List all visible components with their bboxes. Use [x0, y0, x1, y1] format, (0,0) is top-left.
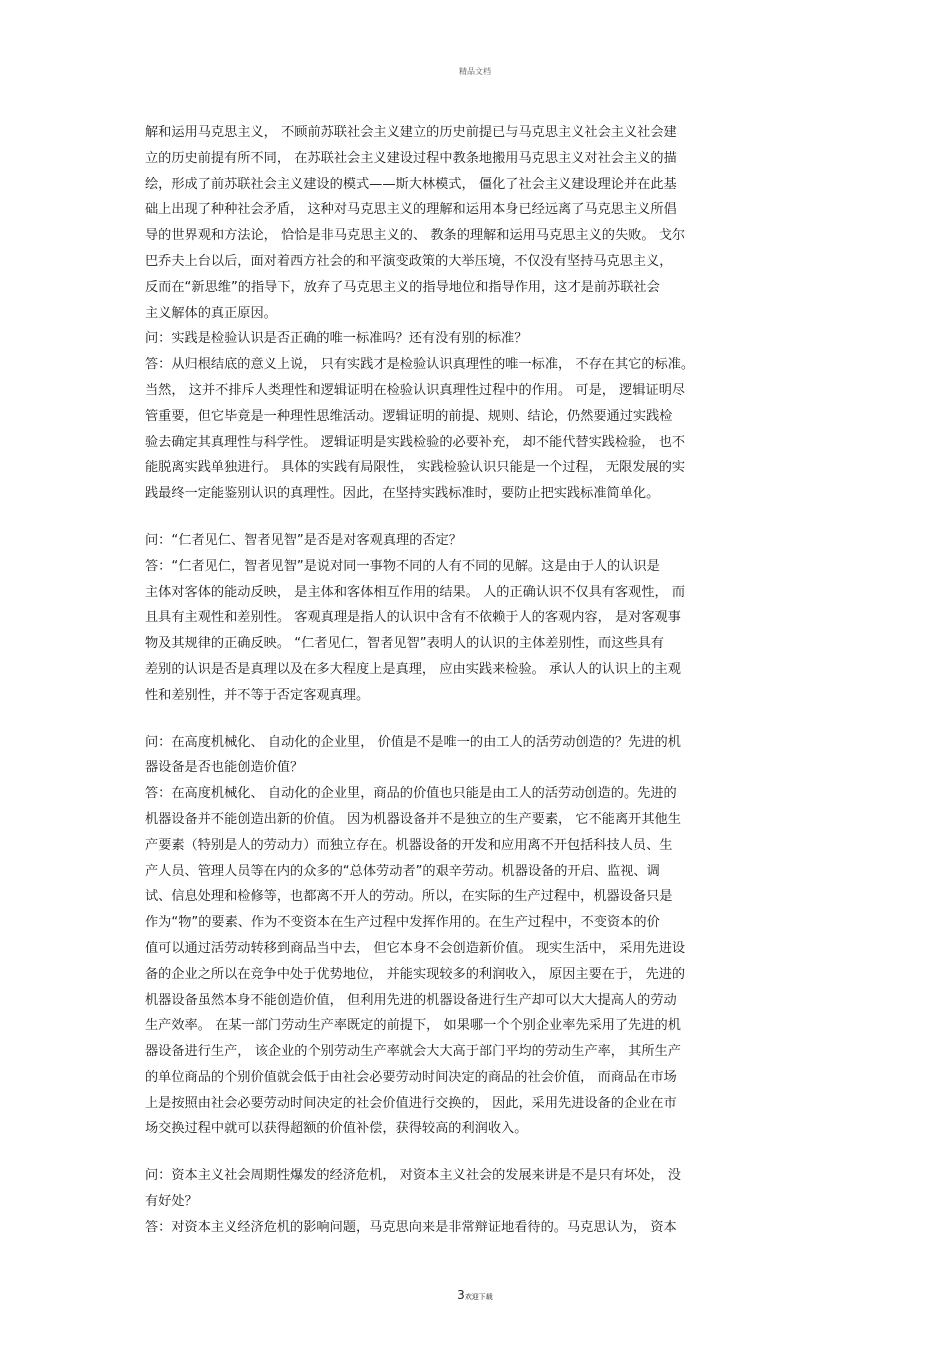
- text-line: 机器设备并不能创造出新的价值。 因为机器设备并不是独立的生产要素， 它不能离开其他生: [145, 811, 681, 827]
- text-line: 上是按照由社会必要劳动时间决定的社会价值进行交换的， 因此，采用先进设备的企业在市: [145, 1095, 677, 1111]
- text-line: 管重要，但它毕竟是一种理性思维活动。逻辑证明的前提、规则、结论，仍然要通过实践检: [145, 408, 673, 424]
- document-body: [145, 120, 810, 1241]
- text-line: 器设备进行生产， 该企业的个别劳动生产率就会大大高于部门平均的劳动生产率， 其所生产: [145, 1044, 681, 1060]
- text-line: 践最终一定能鉴别认识的真理性。因此，在坚持实践标准时，要防止把实践标准简单化。: [145, 486, 660, 502]
- text-line: 机器设备虽然本身不能创造价值， 但利用先进的机器设备进行生产却可以大大提高人的劳动: [145, 992, 677, 1008]
- text-line: 场交换过程中就可以获得超额的价值补偿，获得较高的利润收入。: [145, 1121, 528, 1137]
- blank-line: [145, 1142, 810, 1163]
- text-line: 产人员、管理人员等在内的众多的“总体劳动者”的艰辛劳动。机器设备的开启、监视、调: [145, 863, 660, 879]
- text-line: 解和运用马克思主义， 不顾前苏联社会主义建立的历史前提已与马克思主义社会主义社会建: [145, 125, 677, 140]
- text-line: 有好处？: [145, 1194, 198, 1210]
- text-line: 验去确定其真理性与科学性。 逻辑证明是实践检验的必要补充， 却不能代替实践检验， 也不: [145, 434, 686, 450]
- text-line: 值可以通过活劳动转移到商品当中去， 但它本身不会创造新价值。 现实生活中， 采用先进设: [145, 940, 686, 956]
- footer-note: 欢迎下载: [464, 1293, 493, 1301]
- text-line: 问：实践是检验认识是否正确的唯一标准吗？还有没有别的标准？: [145, 331, 528, 347]
- text-line: 答：从归根结底的意义上说， 只有实践才是检验认识真理性的唯一标准， 不存在其它的标准。: [145, 357, 695, 373]
- page-header: 精品文档: [459, 67, 491, 76]
- text-line: 问：资本主义社会周期性爆发的经济危机， 对资本主义社会的发展来讲是不是只有坏处， 没: [145, 1168, 681, 1184]
- text-line: 绘，形成了前苏联社会主义建设的模式——斯大林模式， 僵化了社会主义建设理论并在此基: [145, 176, 677, 192]
- text-line: 且具有主观性和差别性。 客观真理是指人的认识中含有不依赖于人的客观内容， 是对客观事: [145, 610, 681, 626]
- text-line: 物及其规律的正确反映。 “仁者见仁，智者见智”表明人的认识的主体差别性，而这些具有: [145, 636, 664, 652]
- text-line: 差别的认识是否是真理以及在多大程度上是真理， 应由实践来检验。 承认人的认识上的主观: [145, 661, 681, 677]
- text-line: 生产效率。 在某一部门劳动生产率既定的前提下， 如果哪一个个别企业率先采用了先进的机: [145, 1018, 681, 1034]
- text-line: 答：在高度机械化、 自动化的企业里，商品的价值也只能是由工人的活劳动创造的。先进的: [145, 786, 677, 802]
- text-line: 当然， 这并不排斥人类理性和逻辑证明在检验认识真理性过程中的作用。 可是， 逻辑证明尽: [145, 382, 686, 398]
- text-line: 问：在高度机械化、 自动化的企业里， 价值是不是唯一的由工人的活劳动创造的？先进的机: [145, 734, 681, 750]
- text-line: 产要素（特别是人的劳动力）而独立存在。机器设备的开发和应用离不开包括科技人员、生: [145, 837, 673, 853]
- text-line: 能脱离实践单独进行。 具体的实践有局限性， 实践检验认识只能是一个过程， 无限发展的实: [145, 460, 686, 476]
- text-line: 问：“仁者见仁、智者见智”是否是对客观真理的否定？: [145, 532, 462, 548]
- text-line: 器设备是否也能创造价值？: [145, 760, 304, 776]
- text-line: 的单位商品的个别价值就会低于由社会必要劳动时间决定的商品的社会价值， 而商品在市场: [145, 1069, 677, 1085]
- page-number: 3: [457, 1288, 465, 1302]
- text-line: 导的世界观和方法论， 恰恰是非马克思主义的、 教条的理解和运用马克思主义的失败。 戈尔: [145, 228, 686, 244]
- text-line: 备的企业之所以在竞争中处于优势地位， 并能实现较多的利润收入， 原因主要在于， 先进的: [145, 966, 686, 982]
- text-line: 立的历史前提有所不同， 在苏联社会主义建设过程中教条地搬用马克思主义对社会主义的描: [145, 150, 677, 166]
- text-line: 答：“仁者见仁，智者见智”是说对同一事物不同的人有不同的见解。这是由于人的认识是: [145, 558, 660, 574]
- text-line: 巴乔夫上台以后，面对着西方社会的和平演变政策的大举压境，不仅没有坚持马克思主义，: [145, 253, 673, 269]
- blank-line: [145, 709, 810, 730]
- text-line: 试、信息处理和检修等，也都离不开人的劳动。所以，在实际的生产过程中，机器设备只是: [145, 889, 673, 905]
- blank-line: [145, 507, 810, 528]
- text-line: 性和差别性，并不等于否定客观真理。: [145, 687, 370, 703]
- page-footer: [0, 1288, 950, 1302]
- text-line: 反而在“新思维”的指导下，放弃了马克思主义的指导地位和指导作用，这才是前苏联社会: [145, 279, 660, 295]
- text-line: 础上出现了种种社会矛盾， 这种对马克思主义的理解和运用本身已经远离了马克思主义所倡: [145, 202, 677, 218]
- text-line: 答：对资本主义经济危机的影响问题，马克思向来是非常辩证地看待的。马克思认为， 资本: [145, 1219, 677, 1235]
- text-line: 主体对客体的能动反映， 是主体和客体相互作用的结果。 人的正确认识不仅具有客观性， 而: [145, 584, 686, 600]
- text-line: 主义解体的真正原因。: [145, 305, 277, 321]
- text-line: 作为“物”的要素、作为不变资本在生产过程中发挥作用的。在生产过程中，不变资本的价: [145, 915, 660, 931]
